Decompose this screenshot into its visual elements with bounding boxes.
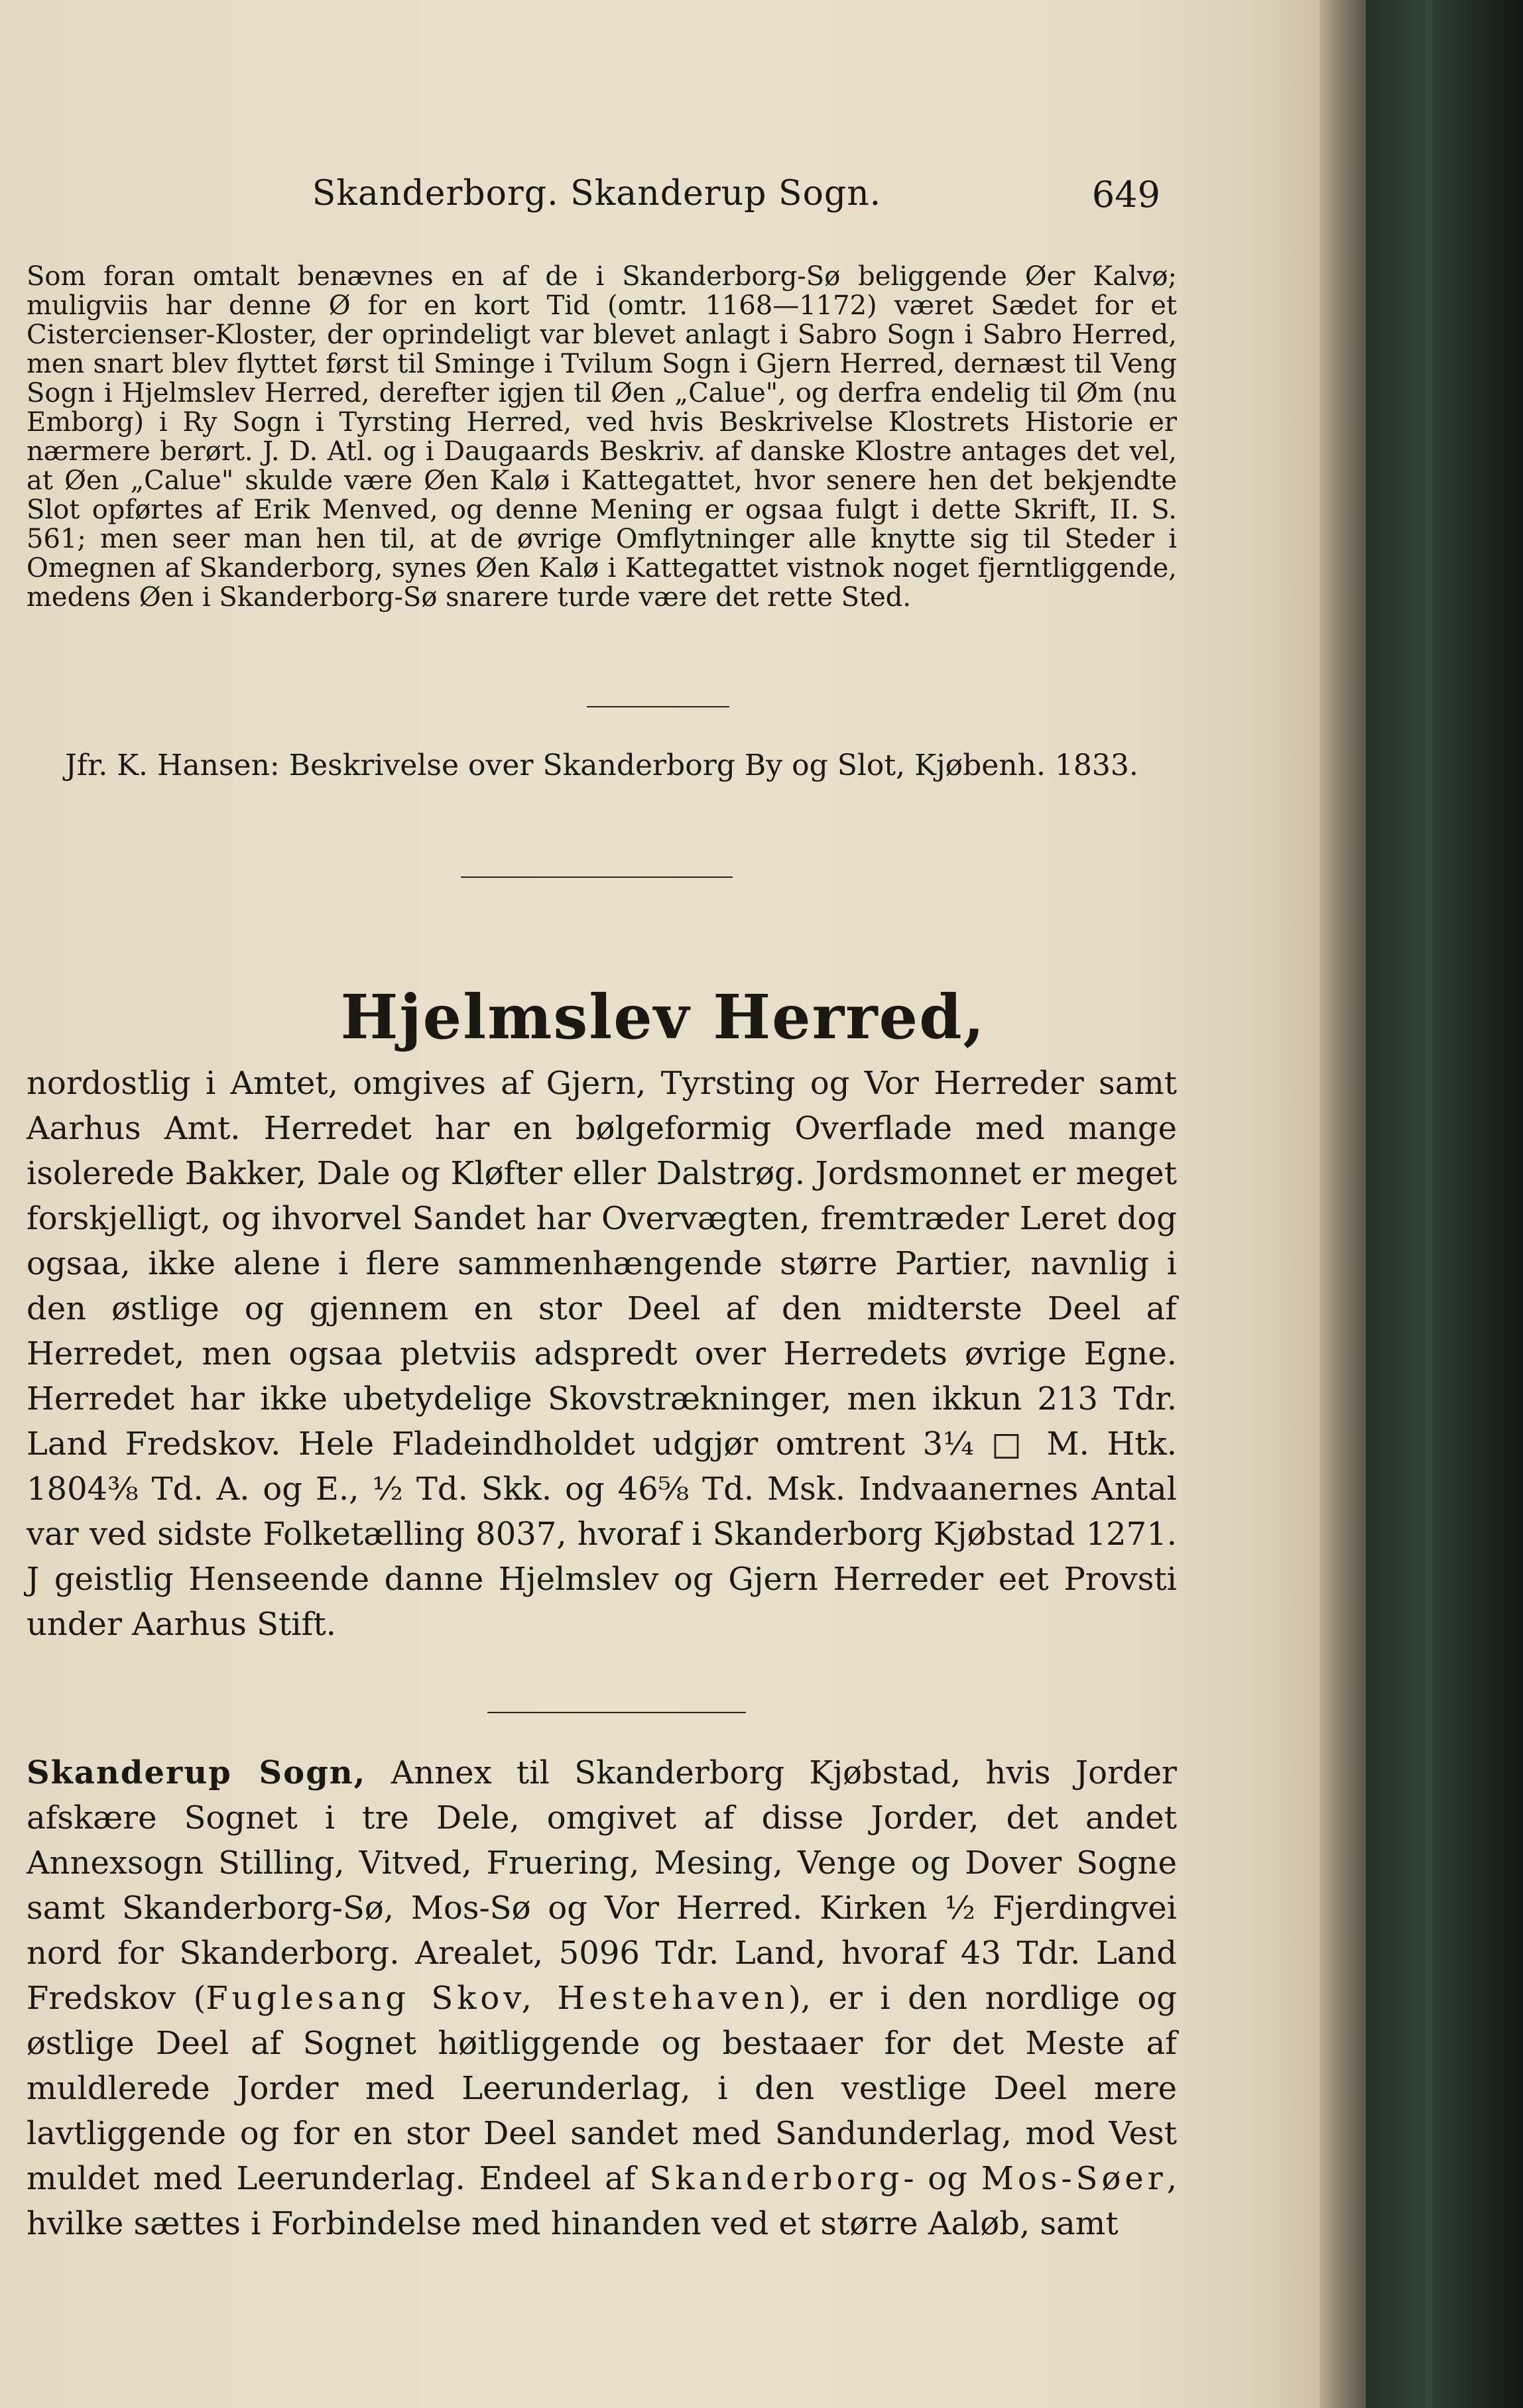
page-number: 649 [1091, 174, 1160, 215]
page-gutter-shadow [1319, 0, 1366, 2408]
divider-rule [587, 706, 729, 707]
herred-paragraph-block [27, 1061, 1177, 1647]
sogn-name: Skanderup Sogn, [27, 1754, 367, 1791]
section-title: Hjelmslev Herred, [340, 981, 986, 1053]
sogn-text-a: Annex til Skanderborg Kjøbstad, hvis Jorder afskære Sognet i tre Dele, omgivet af disse Jorder, det andet Annexsogn Stilling, Vitved, Fruering, Mesing, Venge og Dover Sogne samt Skanderborg-Sø, Mos-Sø og Vor Herred. Kirken ½ Fjerdingvei nord for Skanderborg. Arealet, 5096 Tdr. Land, hvoraf 43 Tdr. Land Fredskov ( [27, 1754, 1178, 2017]
sogn-lake-skanderborg: Skanderborg [649, 2160, 904, 2197]
sogn-woods: Fuglesang Skov, Hestehaven [206, 1980, 788, 2017]
running-head: Skanderborg. Skanderup Sogn. [312, 174, 882, 213]
reference-note: Jfr. K. Hansen: Beskrivelse over Skanderborg By og Slot, Kjøbenh. 1833. [65, 749, 1138, 782]
sogn-paragraph [27, 1750, 1177, 2246]
sogn-text-c: - og [903, 2160, 981, 2197]
section-divider-rule [461, 876, 733, 878]
intro-paragraph-block [27, 262, 1177, 612]
sogn-lake-mos: Mos-Søer [981, 2160, 1167, 2197]
binding-edge [1426, 0, 1432, 2408]
intro-paragraph: Som foran omtalt benævnes en af de i Skanderborg-Sø beliggende Øer Kalvø; muligviis har denne Ø for en kort Tid (omtr. 1168—1172) været Sædet for et Cistercienser-Kloster, der oprindeligt var blevet anlagt i Sabro Sogn i Sabro Herred, men snart blev flyttet først til Sminge i Tvilum Sogn i Gjern Herred, dernæst til Veng Sogn i Hjelmslev Herred, derefter igjen til Øen „Calue", og derfra endelig til Øm (nu Emborg) i Ry Sogn i Tyrsting Herred, ved hvis Beskrivelse Klostrets Historie er nærmere berørt. J. D. Atl. og i Daugaards Beskriv. af danske Klostre antages det vel, at Øen „Calue" skulde være Øen Kalø i Kattegattet, hvor senere hen det bekjendte Slot opførtes af Erik Menved, og denne Mening er ogsaa fulgt i dette Skrift, II. S. 561; men seer man hen til, at de øvrige Omflytninger alle knytte sig til Steder i Omegnen af Skanderborg, synes Øen Kalø i Kattegattet vistnok noget fjerntliggende, medens Øen i Skanderborg-Sø snarere turde være det rette Sted. [27, 261, 1177, 613]
sogn-text-b: ), er i den nordlige og østlige Deel af Sognet høitliggende og bestaaer for det Meste af muldlerede Jorder med Leerunderlag, i den vestlige Deel mere lavtliggende og for en stor Deel sandet med Sandunderlag, mod Vest muldet med Leerunderlag. Endeel af [27, 1980, 1178, 2197]
page-header [33, 174, 1160, 227]
herred-paragraph: nordostlig i Amtet, omgives af Gjern, Tyrsting og Vor Herreder samt Aarhus Amt. Herredet har en bølgeformig Overflade med mange isolerede Bakker, Dale og Kløfter eller Dalstrøg. Jordsmonnet er meget forskjelligt, og ihvorvel Sandet har Overvægten, fremtræder Leret dog ogsaa, ikke alene i flere sammenhængende større Partier, navnlig i den østlige og gjennem en stor Deel af den midterste Deel af Herredet, men ogsaa pletviis adspredt over Herredets øvrige Egne. Herredet har ikke ubetydelige Skovstrækninger, men ikkun 213 Tdr. Land Fredskov. Hele Fladeindholdet udgjør omtrent 3¼ □ M. Htk. 1804⅜ Td. A. og E., ½ Td. Skk. og 46⅝ Td. Msk. Indvaanernes Antal var ved sidste Folketælling 8037, hvoraf i Skanderborg Kjøbstad 1271. J geistlig Henseende danne Hjelmslev og Gjern Herreder eet Provsti under Aarhus Stift. [27, 1065, 1177, 1643]
book-binding [1366, 0, 1523, 2408]
sogn-text-d: , hvilke sættes i Forbindelse med hinanden ved et større Aaløb, samt [27, 2160, 1177, 2242]
divider-rule-lower [487, 1712, 746, 1713]
sogn-paragraph-block [27, 1750, 1177, 2246]
